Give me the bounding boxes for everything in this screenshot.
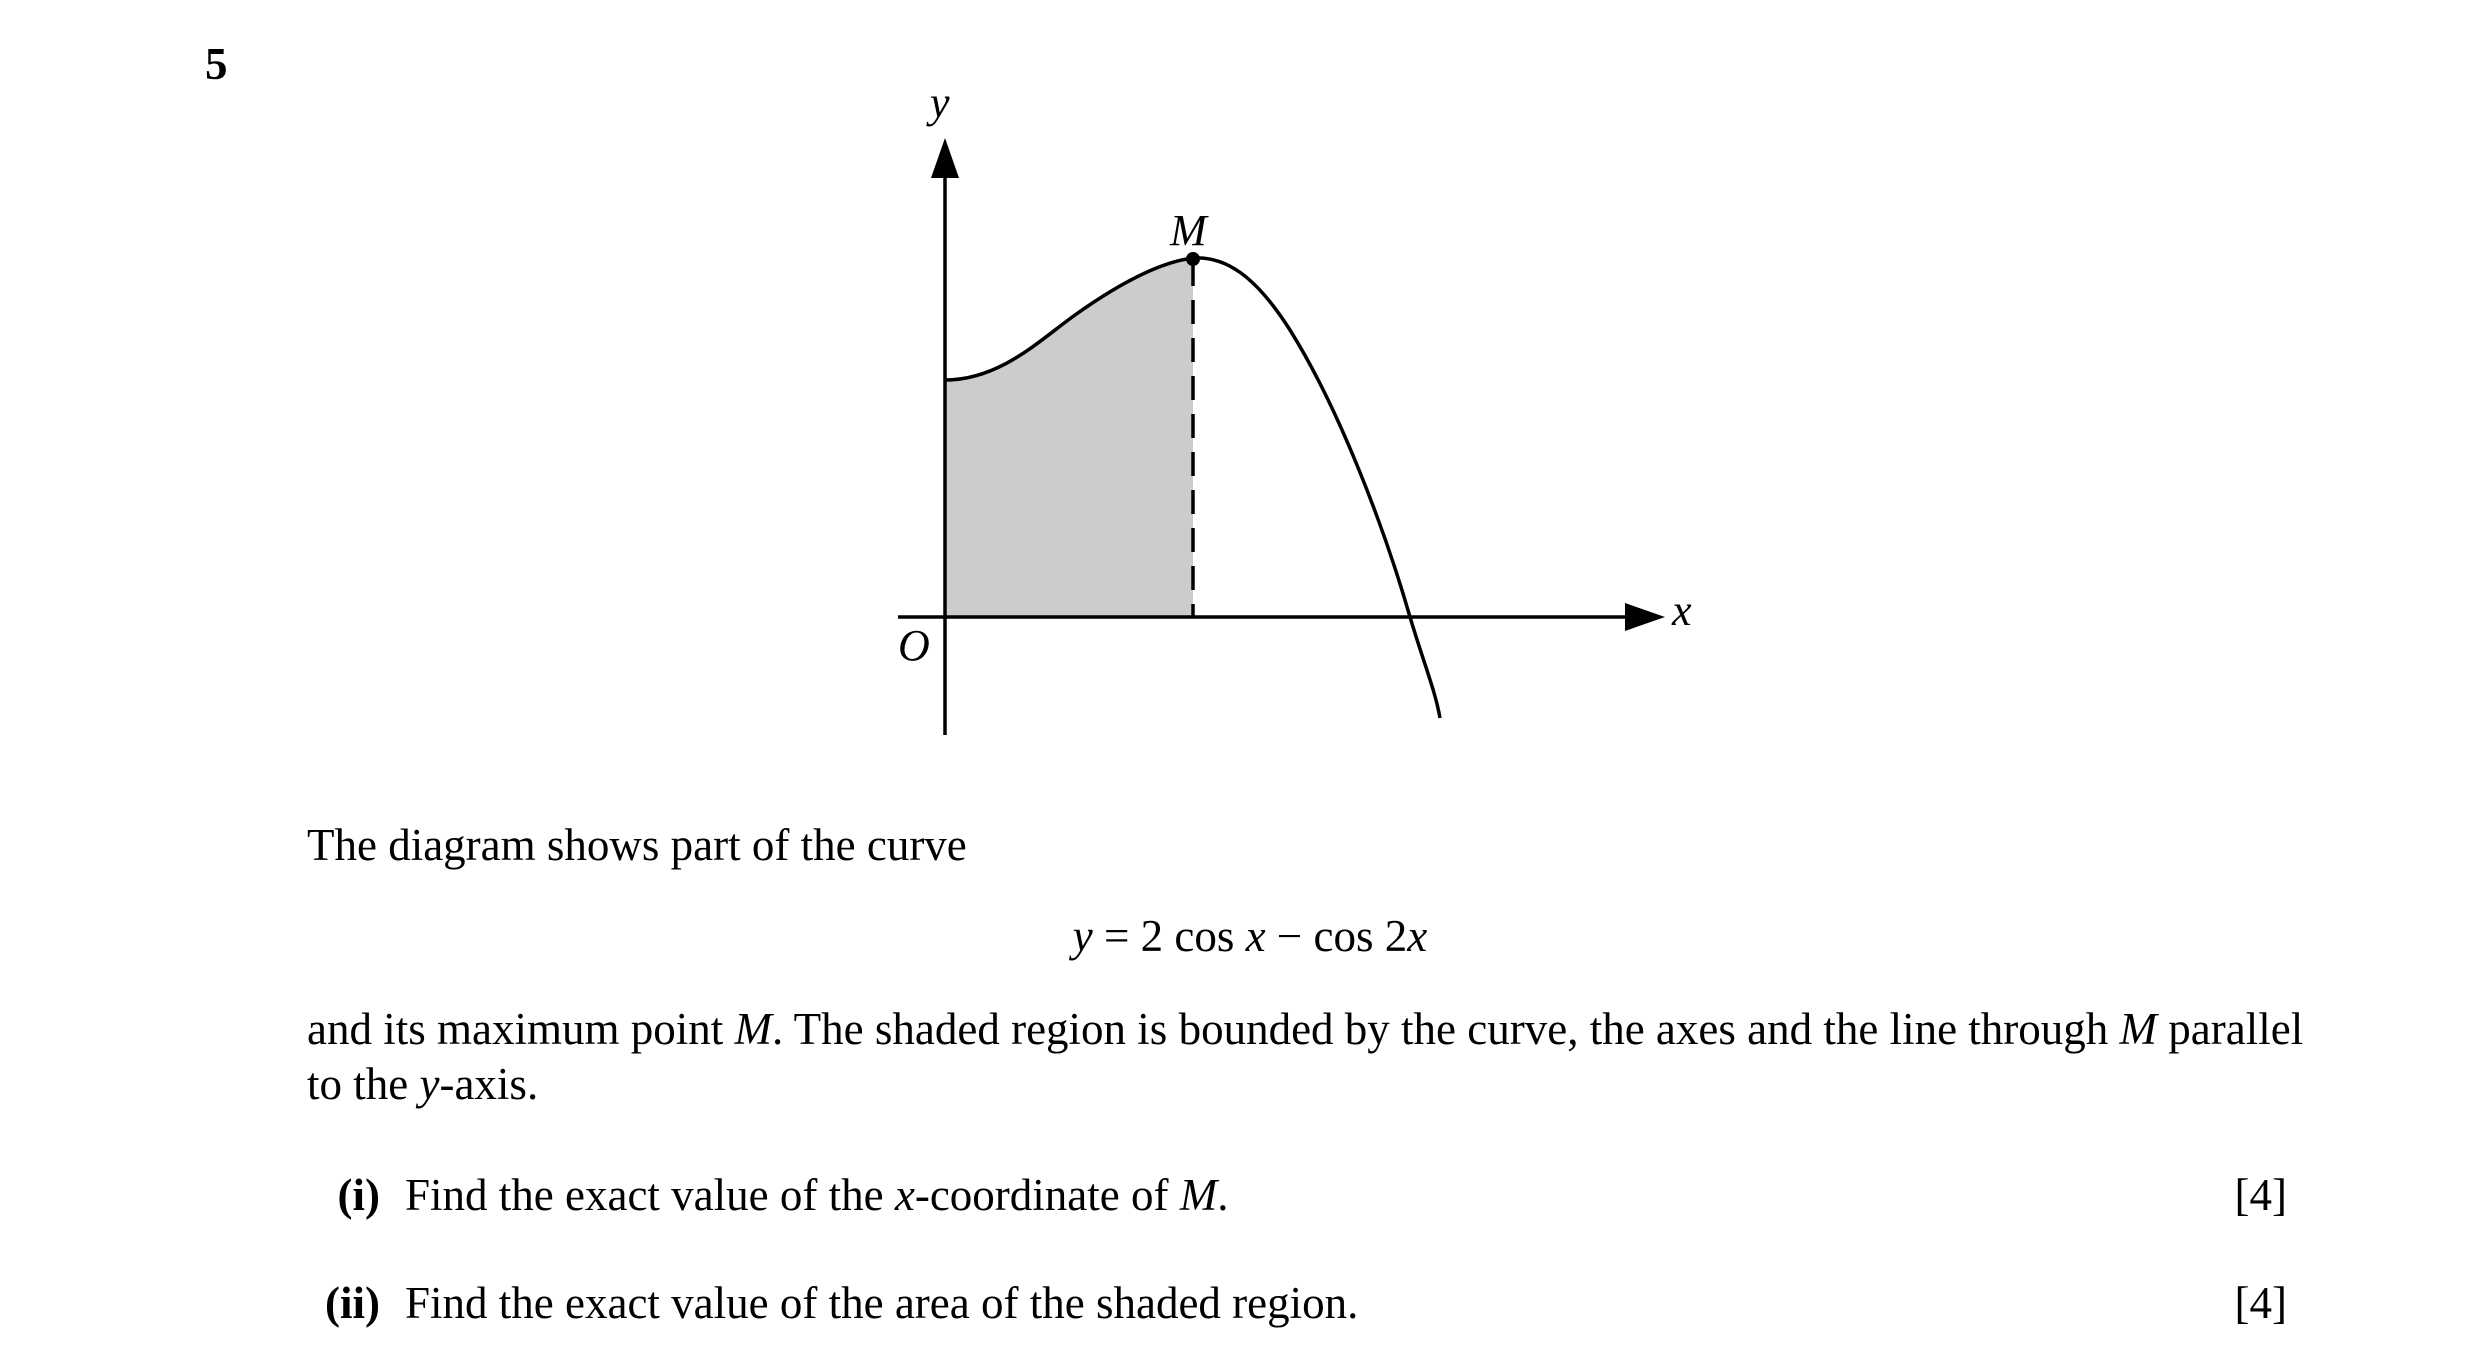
- shaded-region: [945, 258, 1193, 617]
- part-i-var-x: x: [894, 1170, 915, 1220]
- eq-y: y: [1072, 911, 1093, 961]
- part-i-var-m: M: [1179, 1170, 1218, 1220]
- eq-minus: − cos 2: [1265, 911, 1408, 961]
- x-axis-label: x: [1672, 586, 1692, 635]
- eq-mid: = 2 cos: [1092, 911, 1246, 961]
- intro-text: The diagram shows part of the curve: [307, 820, 967, 870]
- y-axis-label: y: [930, 78, 950, 127]
- part-ii-text: Find the exact value of the area of the shaded region.: [405, 1278, 1359, 1328]
- eq-x2: x: [1407, 911, 1428, 961]
- part-i-text-b: -coordinate of: [914, 1170, 1180, 1220]
- desc-part3: parallel to the: [307, 1004, 2304, 1109]
- x-axis-arrow: [1625, 603, 1665, 631]
- desc-part2: . The shaded region is bounded by the curve, the axes and the line through: [771, 1004, 2120, 1054]
- part-i-text: [405, 1168, 1228, 1223]
- part-ii-label: (ii): [325, 1278, 380, 1328]
- description-text: [307, 1002, 2307, 1112]
- part-i-text-a: Find the exact value of the: [405, 1170, 895, 1220]
- y-axis-arrow: [931, 138, 959, 178]
- question-number: 5: [205, 39, 228, 89]
- part-i-label: (i): [337, 1170, 380, 1220]
- curve-equation: [0, 910, 2480, 962]
- max-point-label: M: [1170, 206, 1207, 255]
- desc-part1: and its maximum point: [307, 1004, 735, 1054]
- part-ii-marks: [4]: [2234, 1278, 2287, 1328]
- desc-m1: M: [734, 1004, 772, 1054]
- desc-y: y: [419, 1059, 440, 1109]
- desc-m2: M: [2119, 1004, 2158, 1054]
- desc-part4: -axis.: [439, 1059, 539, 1109]
- eq-x1: x: [1245, 911, 1266, 961]
- origin-label: O: [898, 621, 930, 670]
- part-i-marks: [4]: [2234, 1170, 2287, 1220]
- part-i-text-c: .: [1217, 1170, 1229, 1220]
